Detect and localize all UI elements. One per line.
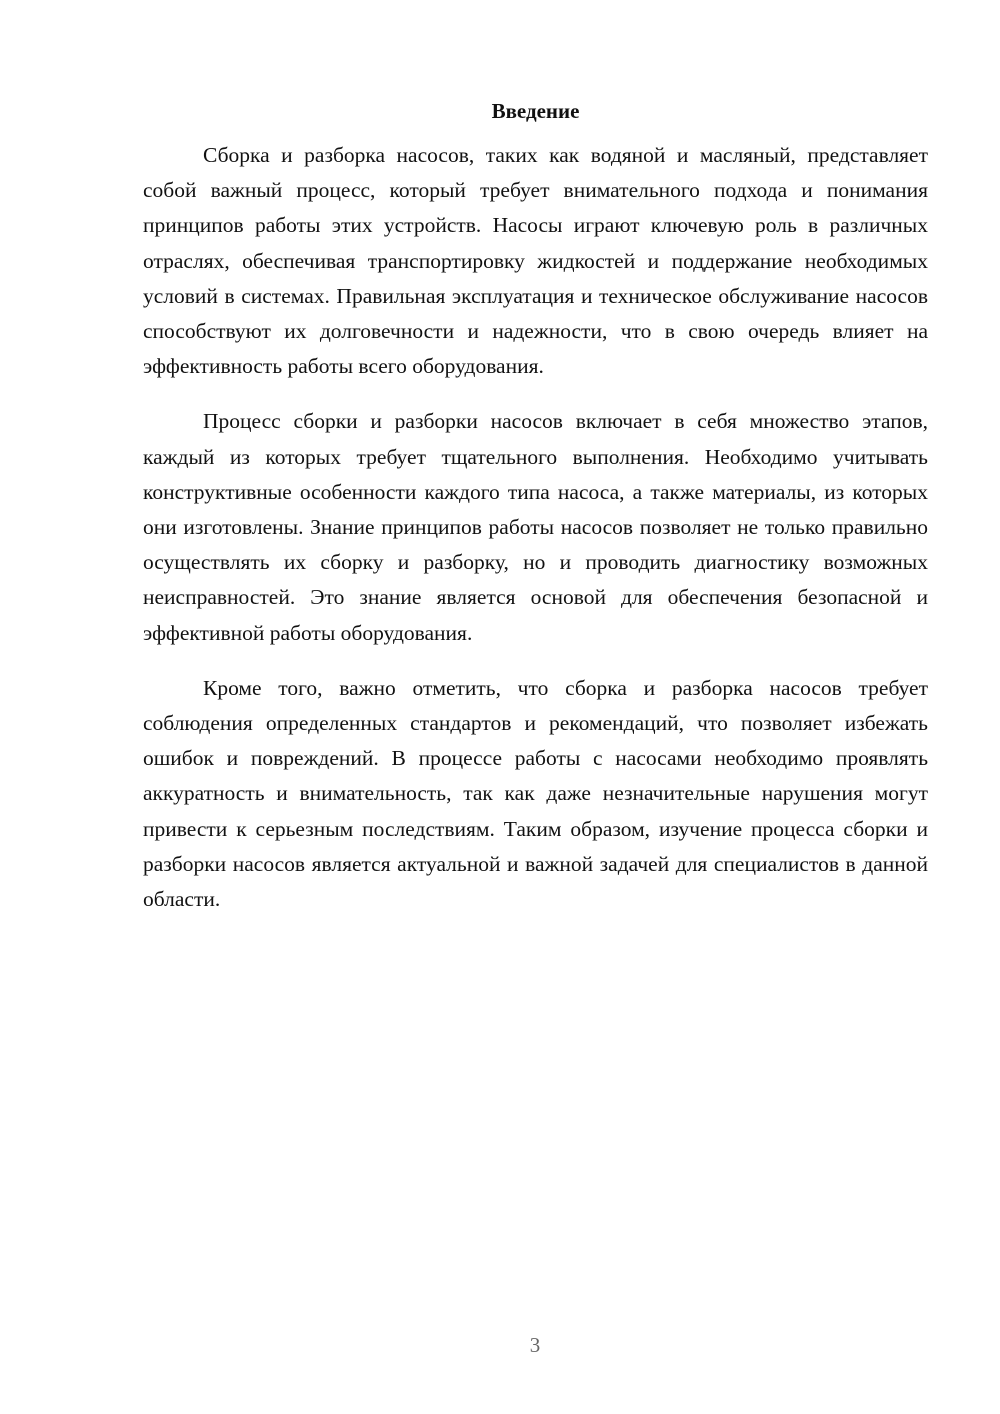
paragraph-1: Сборка и разборка насосов, таких как водяной и масляный, представляет собой важный процесс, который требует внимательного подхода и понимания принципов работы этих устройств. Насосы играют ключевую роль в различных отраслях, обеспечивая транспортировку жидкостей и поддержание необходимых условий в системах. Правильная эксплуатация и техническое обслуживание насосов способствуют их долговечности и надежности, что в свою очередь влияет на эффективность работы всего оборудования. — [143, 143, 928, 379]
paragraph-2: Процесс сборки и разборки насосов включает в себя множество этапов, каждый из которых требует тщательного выполнения. Необходимо учитывать конструктивные особенности каждого типа насоса, а также материалы, из которых они изготовлены. Знание принципов работы насосов позволяет не только правильно осуществлять их сборку и разборку, но и проводить диагностику возможных неисправностей. Это знание является основой для обеспечения безопасной и эффективной работы оборудования. — [143, 409, 928, 645]
page-number: 3 — [529, 1333, 541, 1357]
paragraph-3: Кроме того, важно отметить, что сборка и разборка насосов требует соблюдения определенных стандартов и рекомендаций, что позволяет избежать ошибок и повреждений. В процессе работы с насосами необходимо проявлять аккуратность и внимательность, так как даже незначительные нарушения могут привести к серьезным последствиям. Таким образом, изучение процесса сборки и разборки насосов является актуальной и важной задачей для специалистов в данной области. — [143, 675, 928, 912]
page-content — [143, 96, 928, 937]
section-heading: Введение — [491, 99, 580, 123]
